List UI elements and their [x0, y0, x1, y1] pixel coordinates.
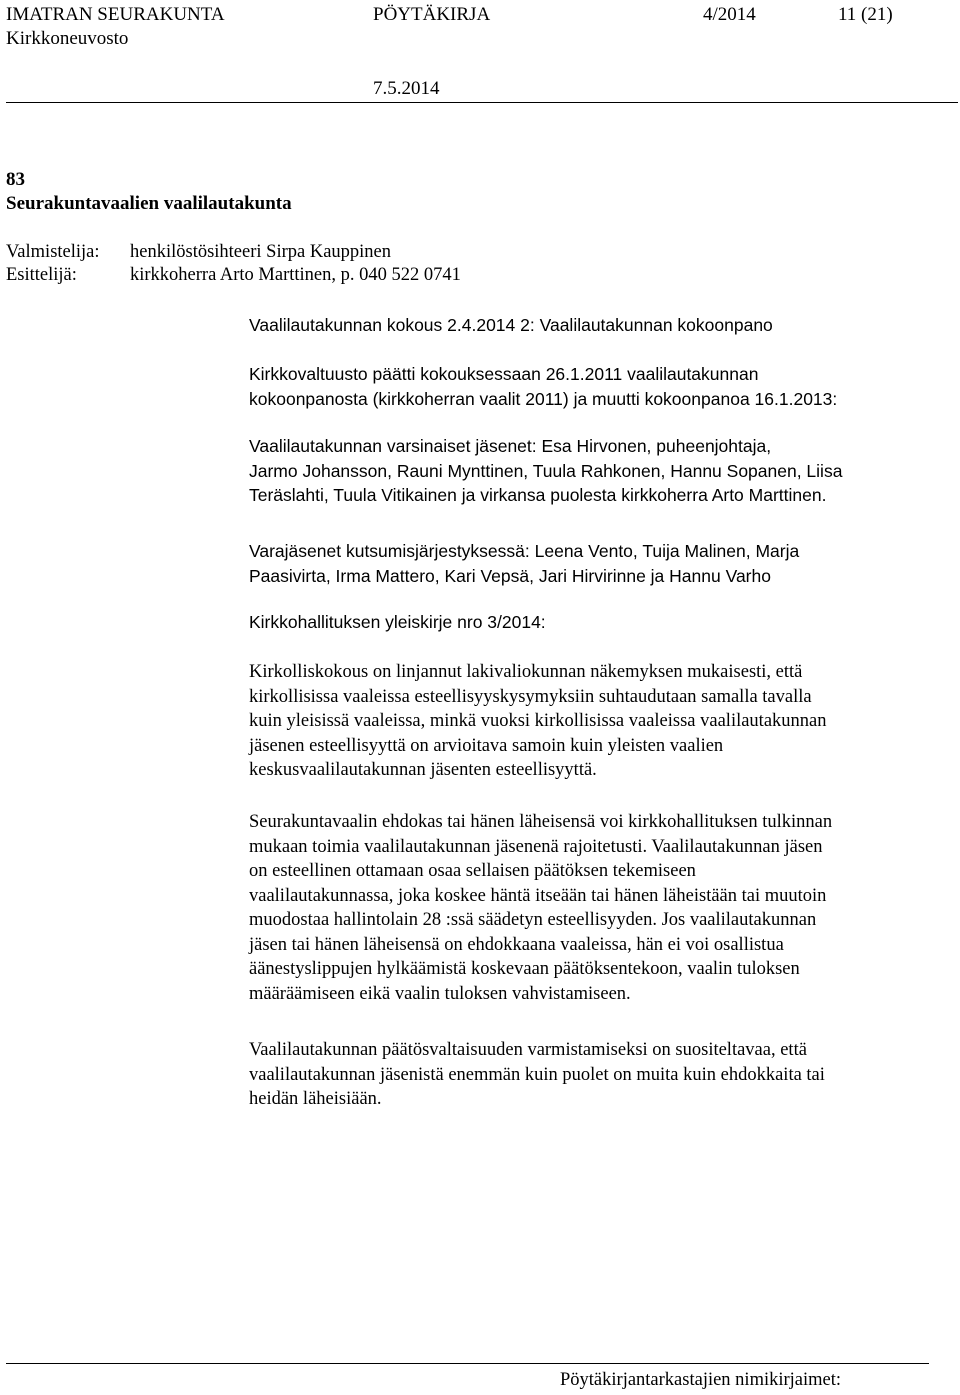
text-line: Jarmo Johansson, Rauni Mynttinen, Tuula Rahkonen, Hannu Sopanen, Liisa [249, 460, 843, 481]
text-line: muodostaa hallintolain 28 :ssä säädetyn esteellisyyden. Jos vaalilautakunnan [249, 910, 817, 930]
text-line: Vaalilautakunnan kokous 2.4.2014 2: Vaalilautakunnan kokoonpano [249, 315, 773, 335]
text-line: Paasivirta, Irma Mattero, Kari Vepsä, Jari Hirvirinne ja Hannu Varho [249, 565, 771, 586]
paragraph-synod [249, 660, 954, 783]
preparer-value: henkilöstösihteeri Sirpa Kauppinen [130, 242, 392, 262]
text-line: vaalilautakunnan jäsenistä enemmän kuin puolet on muita kuin ehdokkaita tai [249, 1064, 825, 1085]
section-title: Seurakuntavaalien vaalilautakunta [6, 193, 292, 214]
text-line: Vaalilautakunnan päätösvaltaisuuden varmistamiseksi on suositeltavaa, että [249, 1040, 807, 1060]
text-line: kirkollisissa vaaleissa esteellisyyskysymyksiin suhtaudutaan samalla tavalla [249, 686, 812, 707]
text-line: on esteellinen ottamaan osaa sellaisen päätöksen tekemiseen [249, 861, 696, 881]
text-line: jäsenen esteellisyyttä on arvioitava samoin kuin yleisten vaalien [249, 735, 724, 756]
text-line: mukaan toimia vaalilautakunnan jäsenenä rajoitetusti. Vaalilautakunnan jäsen [249, 836, 823, 857]
paragraph-meeting [249, 313, 954, 338]
preparer-label: Valmistelija: [6, 242, 100, 262]
text-line: äänestyslippujen hylkäämistä koskevaan päätöksentekoon, vaalin tuloksen [249, 959, 800, 979]
paragraph-circular-heading [249, 610, 954, 635]
text-line: vaalilautakunnassa, joka koskee häntä itseään tai hänen läheistään tai muutoin [249, 885, 827, 906]
section-number: 83 [6, 169, 25, 190]
text-line: heidän läheisiään. [249, 1089, 382, 1109]
text-line: Kirkolliskokous on linjannut lakivaliokunnan näkemyksen mukaisesti, että [249, 662, 803, 682]
presenter-value: kirkkoherra Arto Marttinen, p. 040 522 0741 [130, 265, 461, 285]
paragraph-members [249, 434, 954, 508]
document-number: 4/2014 [703, 4, 756, 25]
document-type: PÖYTÄKIRJA [373, 4, 491, 25]
text-line: keskusvaalilautakunnan jäsenten esteellisyyttä. [249, 760, 597, 780]
organ-name: Kirkkoneuvosto [6, 28, 129, 49]
text-line: kokoonpanosta (kirkkoherran vaalit 2011) ja muutti kokoonpanoa 16.1.2013: [249, 388, 838, 409]
footer-rule [6, 1363, 929, 1364]
text-line: Varajäsenet kutsumisjärjestyksessä: Leena Vento, Tuija Malinen, Marja [249, 541, 800, 561]
meeting-date: 7.5.2014 [373, 78, 440, 99]
text-line: jäsen tai hänen läheisensä on ehdokkaana vaaleissa, hän ei voi osallistua [249, 934, 784, 955]
signature-label: Pöytäkirjantarkastajien nimikirjaimet: [560, 1370, 842, 1390]
paragraph-quorum [249, 1038, 954, 1112]
text-line: Kirkkohallituksen yleiskirje nro 3/2014: [249, 612, 546, 632]
text-line: Kirkkovaltuusto päätti kokouksessaan 26.1.2011 vaalilautakunnan [249, 364, 759, 384]
text-line: Vaalilautakunnan varsinaiset jäsenet: Esa Hirvonen, puheenjohtaja, [249, 436, 772, 456]
preparer-row [6, 240, 391, 265]
text-line: kuin yleisissä vaaleissa, minkä vuoksi kirkollisissa vaaleissa vaalilautakunnan [249, 711, 827, 731]
paragraph-candidate [249, 810, 954, 1006]
text-line: Seurakuntavaalin ehdokas tai hänen läheisensä voi kirkkohallituksen tulkinnan [249, 812, 833, 832]
presenter-row [6, 263, 461, 288]
paragraph-deputies [249, 539, 954, 588]
page-number: 11 (21) [838, 4, 893, 25]
header-rule [6, 102, 958, 103]
text-line: Teräslahti, Tuula Vitikainen ja virkansa puolesta kirkkoherra Arto Marttinen. [249, 485, 827, 505]
text-line: määräämiseen eikä vaalin tuloksen vahvistamiseen. [249, 983, 631, 1004]
parish-name: IMATRAN SEURAKUNTA [6, 4, 225, 25]
paragraph-council-decision [249, 362, 954, 411]
presenter-label: Esittelijä: [6, 265, 77, 285]
